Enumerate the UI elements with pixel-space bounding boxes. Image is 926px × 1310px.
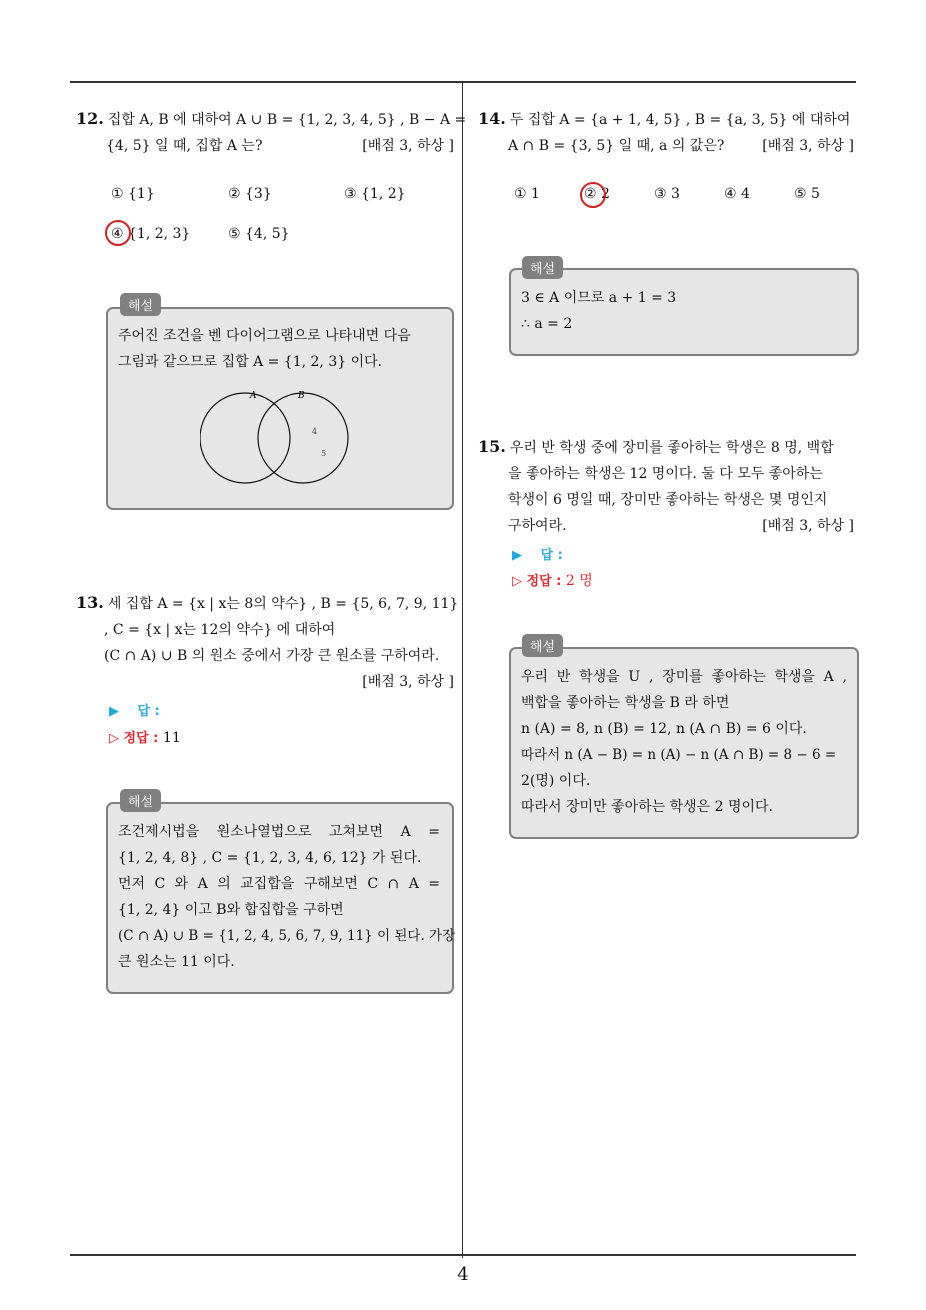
q14-option-5[interactable]: ⑤ 5 [794, 186, 820, 202]
question-number: 14. [478, 109, 506, 128]
venn-element-5: 5 [321, 449, 327, 458]
top-rule [70, 81, 856, 83]
q12-option-5[interactable]: ⑤ {4, 5} [228, 226, 290, 242]
q14-option-2[interactable]: ② 2 [584, 186, 610, 202]
question-13-points: [배점 3, 하상 ] [362, 674, 454, 690]
column-divider [462, 83, 463, 1258]
q12-selected-mark [105, 220, 131, 246]
question-15-points: [배점 3, 하상 ] [762, 518, 854, 534]
page-number: 4 [457, 1264, 469, 1285]
answer-arrow-icon: ▶ [109, 704, 119, 719]
question-14-line1: 14. 두 집합 A = {a + 1, 4, 5} , B = {a, 3, 5} 에 대하여 [478, 109, 851, 128]
question-number: 15. [478, 437, 506, 456]
venn-diagram [200, 385, 360, 490]
correct-arrow-icon: ▷ [512, 574, 522, 589]
venn-label-b: B [298, 391, 305, 401]
question-13-line2: , C = {x | x는 12의 약수} 에 대하여 [104, 622, 336, 638]
question-number: 13. [76, 593, 104, 612]
q12-option-3[interactable]: ③ {1, 2} [344, 186, 406, 202]
q14-explanation-text: 3 ∈ A 이므로 a + 1 = 3 ∴ a = 2 [521, 290, 677, 332]
q15-explanation-text: 우리 반 학생을 U , 장미를 좋아하는 학생을 A , 백합을 좋아하는 학생을 B 라 하면 n (A) = 8, n (B) = 12, n (A ∩ B) = 6 이다. 따라서 n (A − B) = n (A) − n (A ∩ B) = 8 − 6 = 2(명) 이다. 따라서 장미만 좋아하는 학생은 2 명이다. [521, 669, 847, 815]
q13-explanation-tag: 해설 [120, 789, 161, 812]
correct-value: 2 명 [565, 573, 593, 589]
question-12-points: [배점 3, 하상 ] [362, 138, 454, 154]
q14-option-1[interactable]: ① 1 [514, 186, 540, 202]
correct-label: 정답 : [123, 731, 159, 746]
venn-circle-b [258, 393, 348, 483]
question-12-line2: {4, 5} 일 때, 집합 A 는? [배점 3, 하상 ] [76, 133, 454, 159]
q12-option-1[interactable]: ① {1} [111, 186, 155, 202]
q12-option-4[interactable]: ④ {1, 2, 3} [111, 226, 191, 242]
bottom-rule [70, 1254, 856, 1256]
question-12-line1: 12. 집합 A, B 에 대하여 A ∪ B = {1, 2, 3, 4, 5} , B − A = [76, 109, 467, 128]
q15-correct-row [512, 570, 593, 590]
q12-option-2[interactable]: ② {3} [228, 186, 272, 202]
question-15-line1: 15. 우리 반 학생 중에 장미를 좋아하는 학생은 8 명, 백합 [478, 437, 834, 456]
q13-explanation-text: 조건제시법을 원소나열법으로 고쳐보면 A = {1, 2, 4, 8} , C = {1, 2, 3, 4, 6, 12} 가 된다. 먼저 C 와 A 의 교집합을 구해보면 C ∩ A = {1, 2, 4} 이고 B와 합집합을 구하면 (C ∩ A) ∪ B = {1, 2, 4, 5, 6, 7, 9, 11} 이 된다. 가장 큰 원소는 11 이다. [118, 824, 456, 970]
q12-explanation-text: 주어진 조건을 벤 다이어그램으로 나타내면 다음 그림과 같으므로 집합 A = {1, 2, 3} 이다. [118, 328, 411, 370]
correct-arrow-icon: ▷ [109, 731, 119, 746]
q14-selected-mark [580, 182, 606, 208]
q15-answer-row [512, 544, 563, 563]
answer-label: 답 : [540, 548, 563, 563]
question-15-line4: 구하여라. [배점 3, 하상 ] [478, 513, 858, 539]
q14-explanation-tag: 해설 [522, 256, 563, 279]
question-number: 12. [76, 109, 104, 128]
q13-correct-row [109, 727, 181, 746]
q15-explanation-tag: 해설 [522, 634, 563, 657]
question-15-line2: 을 좋아하는 학생은 12 명이다. 둘 다 모두 좋아하는 [508, 466, 823, 482]
q14-option-4[interactable]: ④ 4 [724, 186, 750, 202]
q13-answer-row [109, 700, 160, 719]
question-15-line3: 학생이 6 명일 때, 장미만 좋아하는 학생은 몇 명인지 [508, 492, 828, 508]
venn-label-a: A [250, 391, 257, 401]
venn-circle-a [200, 393, 290, 483]
question-14 [478, 106, 858, 159]
answer-label: 답 : [137, 704, 160, 719]
question-14-points: [배점 3, 하상 ] [762, 138, 854, 154]
venn-element-4: 4 [312, 427, 318, 436]
q12-explanation-tag: 해설 [120, 293, 161, 316]
correct-value: 11 [162, 730, 181, 746]
question-13-line1: 13. 세 집합 A = {x | x는 8의 약수} , B = {5, 6, 7, 9, 11} [76, 593, 459, 612]
question-12 [76, 106, 467, 159]
question-13-line3: (C ∩ A) ∪ B 의 원소 중에서 가장 큰 원소를 구하여라. [104, 648, 440, 664]
question-14-line2: A ∩ B = {3, 5} 일 때, a 의 값은? [배점 3, 하상 ] [478, 133, 858, 159]
q14-option-3[interactable]: ③ 3 [654, 186, 680, 202]
correct-label: 정답 : [526, 574, 562, 589]
question-13 [76, 590, 459, 695]
answer-arrow-icon: ▶ [512, 548, 522, 563]
question-15 [478, 434, 858, 539]
